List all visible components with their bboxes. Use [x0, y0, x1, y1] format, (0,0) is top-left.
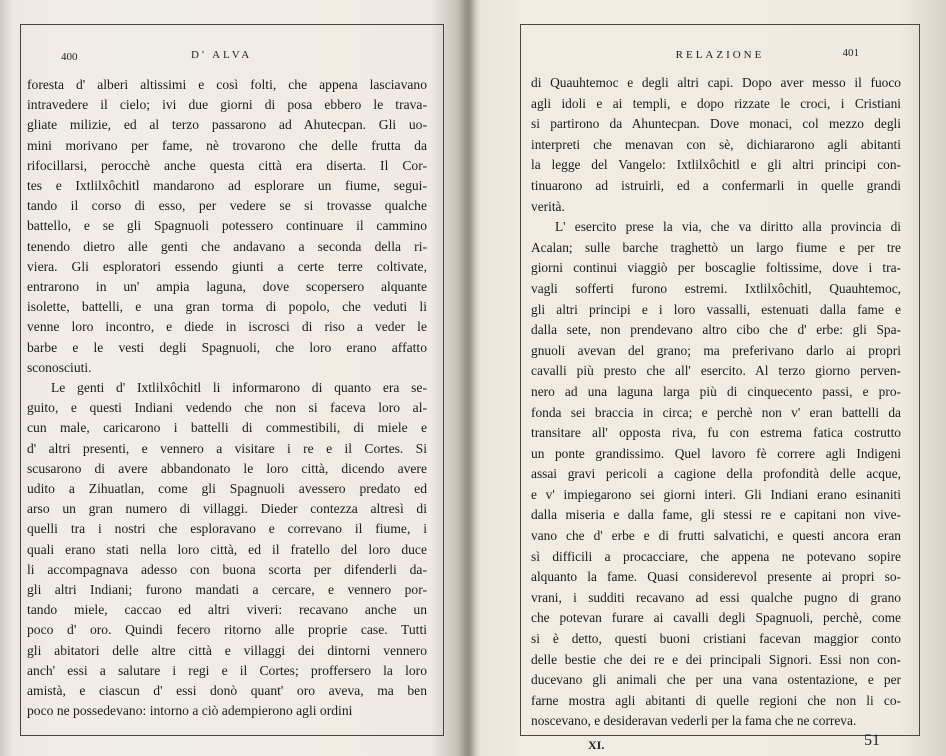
text-line: dalla sete, non prendevano altro cibo che d' erbe: gli Spa-: [531, 322, 901, 338]
text-line: Le genti d' Ixtlilxôchitl li informarono di quanto era se-: [51, 380, 427, 396]
text-line: quali erano stati nella loro città, ed il fratello del loro duce: [27, 541, 427, 557]
text-line: delle bestie che dei re e dei principali Signori. Essi non con-: [531, 651, 901, 667]
text-line: cavalli più presto che all' esercito. Al terzo giorno perven-: [531, 363, 901, 379]
text-line: la legge del Vangelo: Ixtlilxôchitl e gli altri principi con-: [531, 157, 901, 173]
text-line: vrani, i sudditi recavano ad essi qualche pugno di grano: [531, 589, 901, 605]
text-line: fonda sei braccia in circa; e perchè non v' eran battelli da: [531, 404, 901, 420]
text-line: gli altri principi e i loro vassalli, estenuati dalla fame e: [531, 301, 901, 317]
right-running-title: RELAZIONE: [675, 49, 765, 61]
right-page-text: [531, 73, 901, 732]
text-line: tenendo dietro alle genti che andavano a seconda della ri-: [27, 238, 427, 254]
text-line: vano che d' erbe e di frutti salvatichi, e questi ancora eran: [531, 528, 901, 544]
text-line: arso un gran numero di villaggi. Dieder contezza altresì di: [27, 501, 427, 517]
text-line: sconosciuti.: [27, 359, 92, 375]
text-line: venne loro incontro, e diede in iscrosci di riso a veder le: [27, 319, 427, 335]
right-page: [520, 24, 920, 736]
left-page: [20, 24, 444, 736]
text-line: gliate milizie, ed al terzo passarono ad Ahutecpan. Gli uo-: [27, 117, 427, 133]
text-line: vagli sofferti furono estremi. Ixtlilxôchitl, Quauhtemoc,: [531, 280, 901, 296]
right-page-number: 401: [842, 47, 859, 59]
left-running-title: D' ALVA: [191, 49, 253, 61]
signature-mark: XI.: [588, 738, 605, 752]
text-line: battello, e se gli Spagnuoli potessero continuare il cammino: [27, 218, 427, 234]
text-line: barbe e le vesti degli Spagnuoli, che loro erano affatto: [27, 339, 427, 355]
text-line: interpreti che menavan con sè, dichiararono agli abitanti: [531, 136, 901, 152]
text-line: noscevano, e desideravan vederli per la fama che ne correva.: [531, 713, 857, 729]
text-line: quelli tra i nostri che esploravano e correvano il fiume, i: [27, 521, 427, 537]
text-line: viera. Gli esploratori essendo giunti a certe terre coltivate,: [27, 258, 427, 274]
text-line: isolette, battelli, e una gran torma di popolo, che veduti li: [27, 299, 427, 315]
right-page-footer: [520, 732, 920, 756]
text-line: transitare all' opposta riva, fu con estrema fatica costrutto: [531, 425, 901, 441]
left-running-head: [21, 45, 443, 67]
text-line: nero ad una laguna larga più di cinquecento passi, e pro-: [531, 383, 901, 399]
text-line: guito, e questi Indiani vedendo che non si faceva loro al-: [27, 400, 427, 416]
text-line: gli altri Indiani; furono mandati a cercare, e vennero por-: [27, 582, 427, 598]
text-line: tando miele, caccao ed altri viveri: recavano anche un: [27, 602, 427, 618]
text-line: si partirono da Ahuntecpan. Dove monaci, col mezzo degli: [531, 116, 901, 132]
text-line: assai gravi pericoli a cagione della profondità delle acque,: [531, 466, 901, 482]
text-line: cun male, caricarono i battelli di commestibili, di miele e: [27, 420, 427, 436]
right-running-head: [521, 45, 919, 67]
text-line: tes e Ixtlilxôchitl mandarono ad esplorare un fiume, segui-: [27, 178, 427, 194]
text-line: anch' essi a salutare i regi e il Cortes; proffersero la loro: [27, 662, 427, 678]
text-line: tinuarono ad istruirli, ed a confermarli in quelle grandi: [531, 177, 901, 193]
text-line: poco ne possedevano: intorno a ciò adempierono agli ordini: [27, 703, 353, 719]
text-line: di Quauhtemoc e degli altri capi. Dopo aver messo il fuoco: [531, 75, 901, 90]
text-line: gli abitatori delle altre città e villaggi dei dintorni vennero: [27, 642, 427, 658]
text-line: ducevano gli animali che per una vana ostentazione, e per: [531, 672, 901, 688]
book-gutter: [458, 0, 480, 756]
text-line: dalla miseria e dalla fame, gli stessi re e capitani non vive-: [531, 507, 901, 523]
text-line: Acalan; sulle barche traghettò un largo fiume e per tre: [531, 239, 901, 255]
text-line: si è detto, questi buoni cristiani facevan maggior conto: [531, 631, 901, 647]
text-line: L' esercito prese la via, che va diritto alla provincia di: [555, 219, 901, 235]
text-line: li accompagnava adesso con buona scorta per difenderli da-: [27, 561, 427, 577]
text-line: sì difficili a procacciare, che appena ne potevano sopire: [531, 548, 901, 564]
text-line: scusarono di avere abbandonato le loro città, dicendo avere: [27, 460, 427, 476]
text-line: giorni continui viaggiò per boscaglie foltissime, dove i tra-: [531, 260, 901, 276]
text-line: intravedere il cielo; ivi due giorni di posa ebbero le trava-: [27, 97, 427, 113]
text-line: d' altri presenti, e vennero a visitare i re e il Cortes. Si: [27, 440, 427, 456]
text-line: verità.: [531, 198, 565, 214]
left-page-number: 400: [61, 51, 78, 63]
text-line: agli idoli e ai templi, e dopo rizzate le croci, i Cristiani: [531, 95, 901, 111]
text-line: e v' impiegarono sei giorni interi. Gli Indiani erano esinaniti: [531, 486, 901, 502]
text-line: foresta d' alberi altissimi e così folti, che appena lasciavano: [27, 77, 427, 92]
text-line: alquanto la fame. Quasi considerevol presente ai propri so-: [531, 569, 901, 585]
text-line: poco d' oro. Quindi fecero ritorno alle proprie case. Tutti: [27, 622, 427, 638]
text-line: che potevan furare ai cavalli degli Spagnuoli, perchè, come: [531, 610, 901, 626]
text-line: tando il corso di esso, per vedere se si trovasse qualche: [27, 198, 427, 214]
text-line: amistà, e ciascun d' essi donò quant' oro aveva, ma ben: [27, 683, 427, 699]
signature-number: 51: [864, 732, 880, 749]
text-line: gnuoli avevan del grano; ma preferivano darlo ai propri: [531, 342, 901, 358]
text-line: rifocillarsi, perocchè anche questa città era diserta. Il Cor-: [27, 157, 427, 173]
text-line: un ponte grandissimo. Quel lavoro fè correre agli Indigeni: [531, 445, 901, 461]
text-line: mini morivano per fame, nè trovarono che delle frutta da: [27, 137, 427, 153]
left-page-text: [27, 75, 427, 722]
text-line: farne mostra agli abitanti di quelle regioni che non li co-: [531, 692, 901, 708]
text-line: udito a Zihuatlan, come gli Spagnuoli avessero predato ed: [27, 481, 427, 497]
text-line: entrarono in un' ampia laguna, dove scopersero alquante: [27, 279, 427, 295]
